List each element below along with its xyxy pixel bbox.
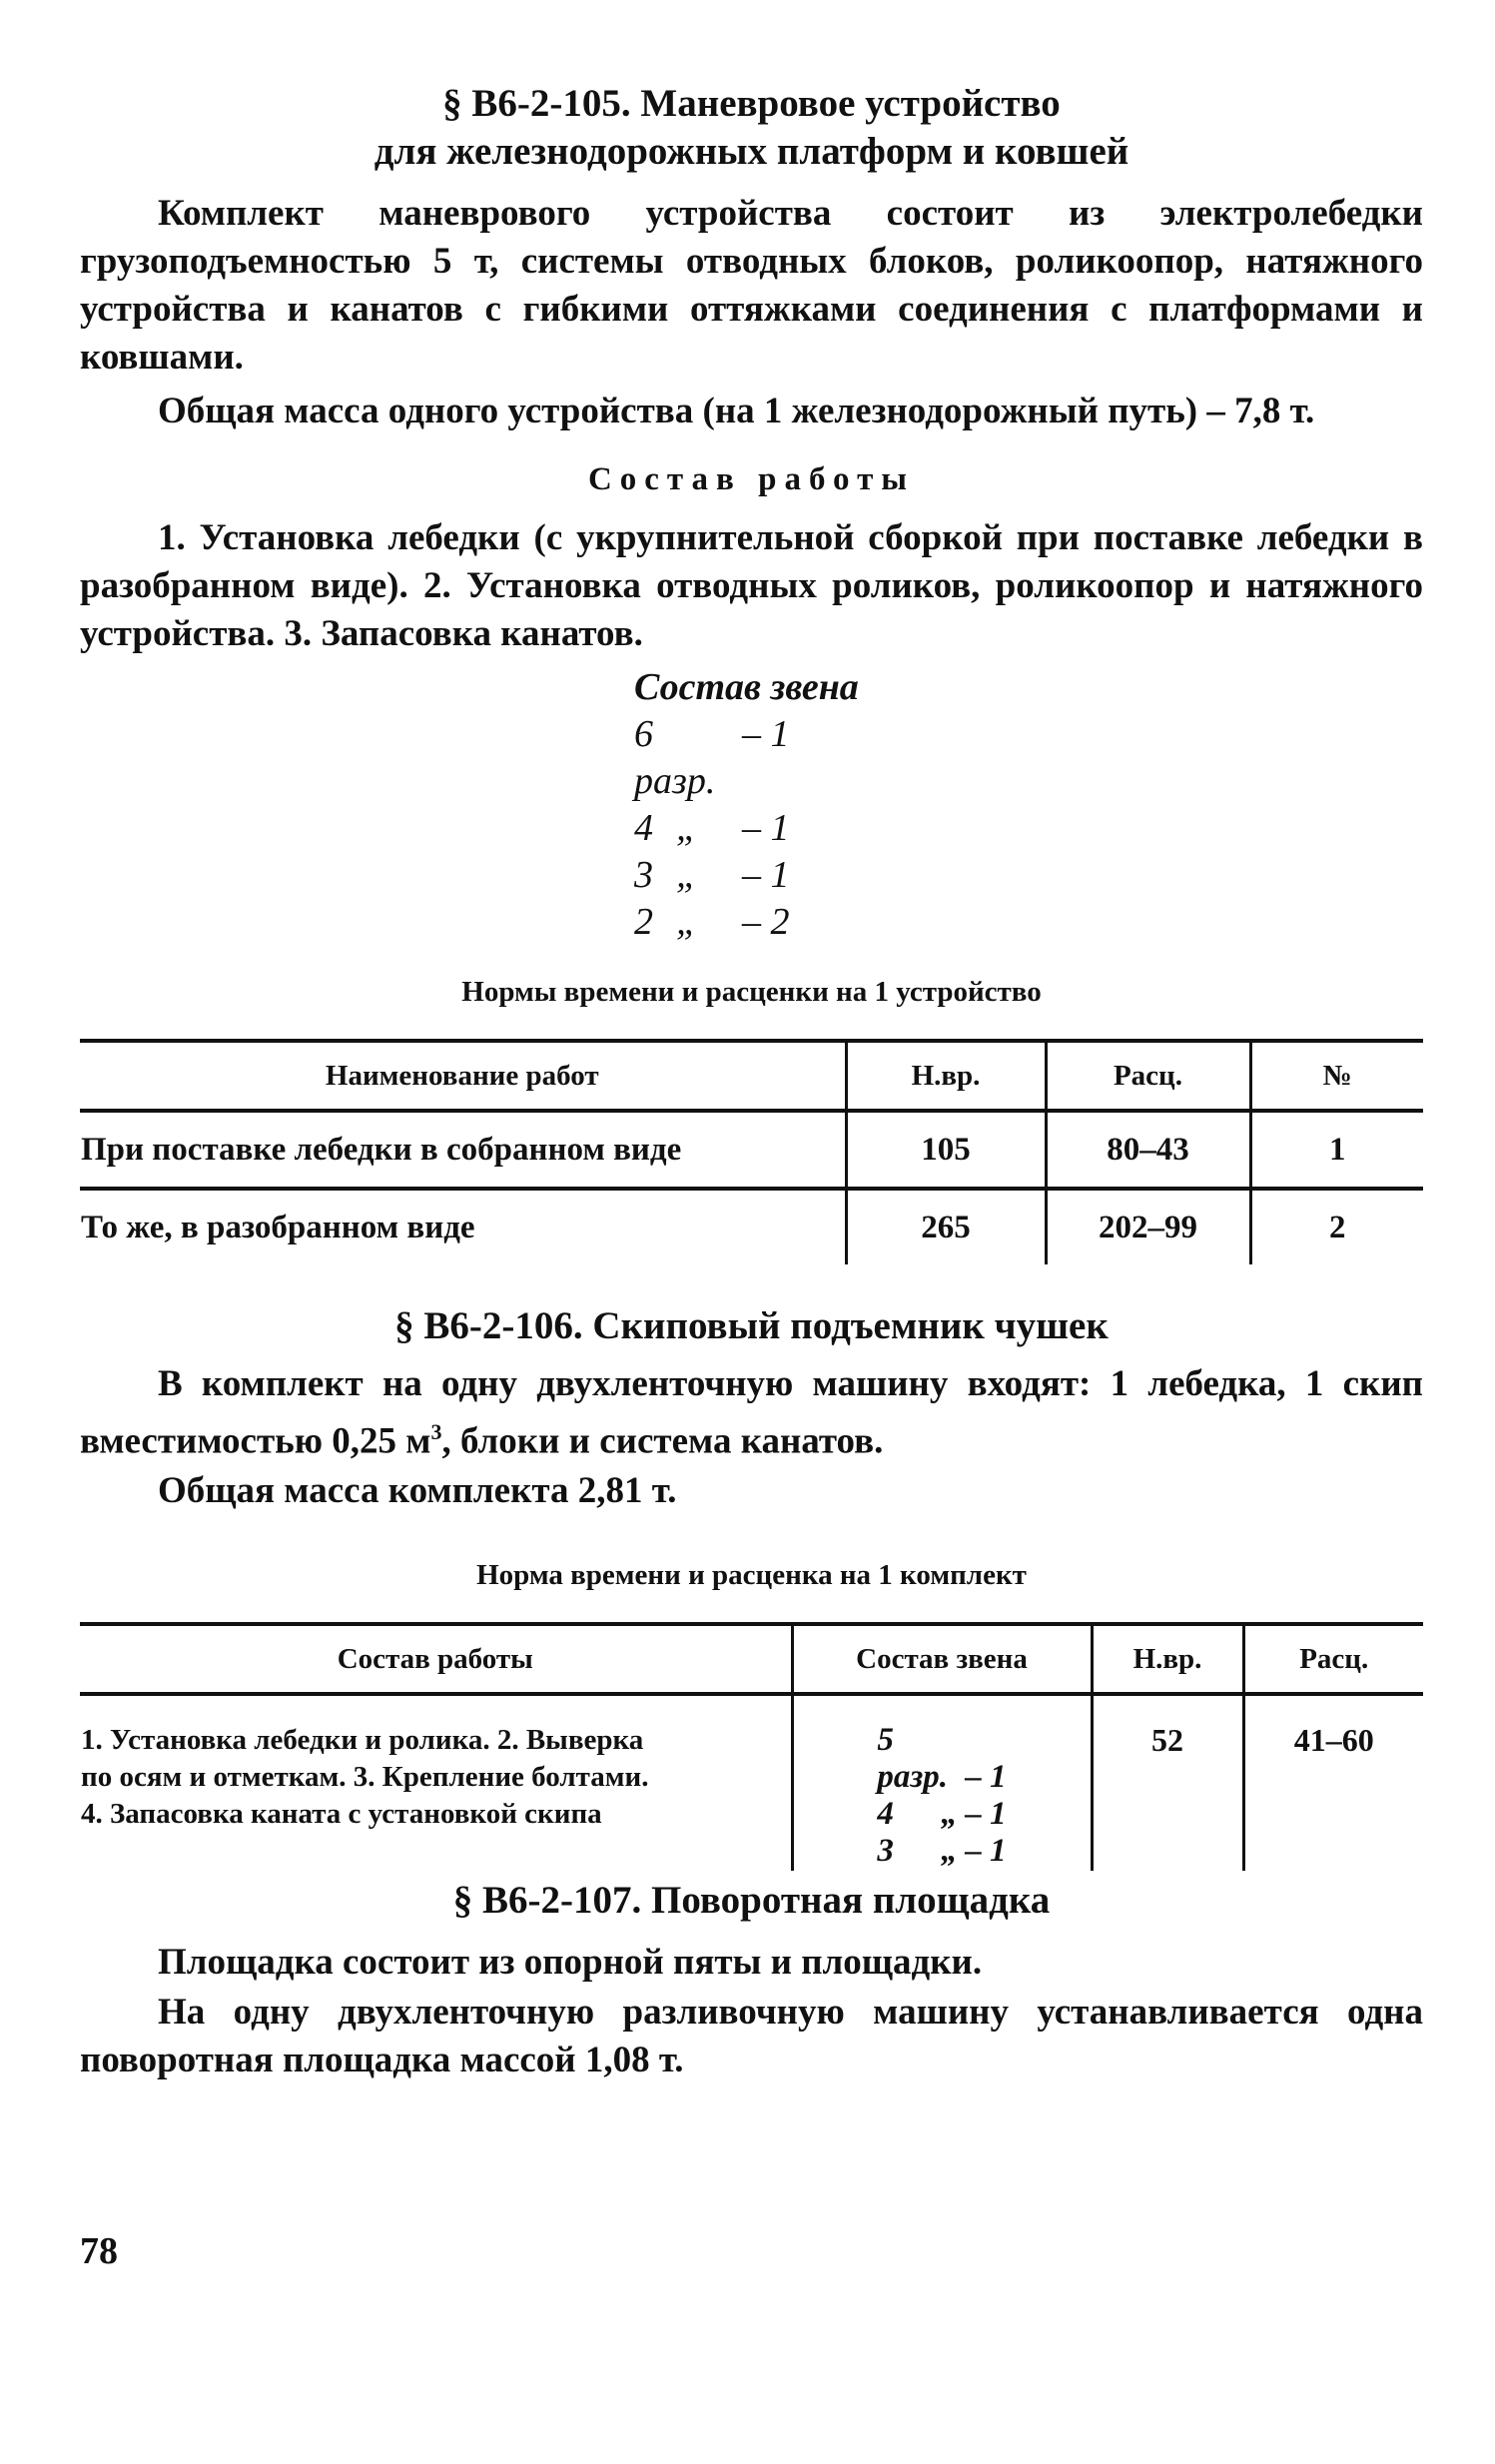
section-title-line-1: § В6-2-105. Маневровое устройство <box>442 82 1061 125</box>
crew-ditto-mark: „ <box>676 901 698 943</box>
header-rate: Расц. <box>1046 1041 1250 1111</box>
cubic-superscript: 3 <box>430 1419 442 1444</box>
work-line: по осям и отметкам. 3. Крепление болтами. <box>81 1761 649 1794</box>
paragraph-platform-parts: Площадка состоит из опорной пяты и площадки. <box>158 1942 983 1984</box>
crew-composition <box>634 664 884 946</box>
crew-grade: 5 разр. <box>877 1722 948 1796</box>
crew-ditto-mark: „ <box>676 807 698 849</box>
crew-row <box>634 711 884 805</box>
cell-work-name: При поставке лебедки в собранном виде <box>80 1111 846 1189</box>
header-rate: Расц. <box>1243 1624 1423 1694</box>
crew-line <box>795 1796 1090 1833</box>
kit-contents-text-end: , блоки и система канатов. <box>441 1420 884 1462</box>
crew-count: – 1 <box>742 854 790 896</box>
crew-count: – 1 <box>742 713 790 755</box>
crew-count: – 1 <box>965 1759 1007 1796</box>
paragraph-platform-mass: На одну двухленточную разливочную машину устанавливается одна поворотная площадка массой 1,08 т. <box>80 1992 1423 2081</box>
crew-grade: 2 <box>634 901 653 943</box>
crew-row <box>634 852 884 899</box>
paragraph-kit-mass: Общая масса комплекта 2,81 т. <box>158 1470 677 1512</box>
crew-row <box>634 805 884 852</box>
crew-ditto-mark: „ <box>941 1796 958 1833</box>
paragraph-total-mass: Общая масса одного устройства (на 1 железнодорожный путь) – 7,8 т. <box>158 391 1315 431</box>
table-row <box>80 1189 1423 1264</box>
crew-grade: 3 <box>877 1833 894 1870</box>
paragraph-kit-contents <box>80 1360 1423 1465</box>
work-line: 1. Установка лебедки и ролика. 2. Выверка <box>81 1724 644 1757</box>
crew-line <box>795 1722 1090 1796</box>
section-title-b6-2-105 <box>80 80 1423 176</box>
table-caption-norm: Норма времени и расценка на 1 комплект <box>476 1559 1027 1592</box>
paragraph-kit-description: Комплект маневрового устройства состоит из электролебедки грузоподъемностью 5 т, системы отводных блоков, роликоопор, натяжного устройства и канатов с гибкими оттяжками соединения с платформами и ковшами. <box>80 193 1423 378</box>
crew-count: – 1 <box>742 807 790 849</box>
section-title-b6-2-107: § В6-2-107. Поворотная площадка <box>452 1879 1051 1923</box>
header-work-composition: Состав работы <box>80 1624 792 1694</box>
crew-row <box>634 899 884 946</box>
header-time-norm: Н.вр. <box>1092 1624 1243 1694</box>
crew-ditto-mark: „ <box>941 1833 958 1870</box>
crew-ditto-mark: „ <box>676 854 698 896</box>
cell-rate: 80–43 <box>1046 1111 1250 1189</box>
work-composition-heading: Состав работы <box>587 461 916 497</box>
norms-table-b6-2-105 <box>80 1039 1423 1264</box>
cell-time-norm: 105 <box>846 1111 1046 1189</box>
kit-contents-text: В комплект на одну двухленточную машину входят: 1 лебедка, 1 скип вместимостью 0,25 м <box>80 1363 1423 1462</box>
table-header-row <box>80 1624 1423 1694</box>
cell-time-norm: 265 <box>846 1189 1046 1264</box>
table-caption-norms: Нормы времени и расценки на 1 устройство <box>461 976 1042 1008</box>
header-number: № <box>1250 1041 1423 1111</box>
table-row <box>80 1111 1423 1189</box>
cell-time-norm: 52 <box>1092 1694 1243 1871</box>
cell-rate: 202–99 <box>1046 1189 1250 1264</box>
crew-count: – 1 <box>965 1796 1007 1833</box>
crew-count: – 1 <box>965 1833 1007 1870</box>
crew-grade: 4 <box>634 807 653 849</box>
crew-line <box>795 1833 1090 1870</box>
cell-crew-composition <box>792 1694 1092 1871</box>
document-page <box>80 80 1423 2084</box>
work-composition-text: 1. Установка лебедки (с укрупнительной сборкой при поставке лебедки в разобранном виде). 2. Установка отводных роликов, роликоопор и натяжного устройства. 3. Запасовка канатов. <box>80 517 1423 654</box>
header-work-name: Наименование работ <box>80 1041 846 1111</box>
crew-grade: 4 <box>877 1796 894 1833</box>
header-time-norm: Н.вр. <box>846 1041 1046 1111</box>
cell-number: 1 <box>1250 1111 1423 1189</box>
crew-grade: 6 разр. <box>634 713 716 802</box>
work-line: 4. Запасовка каната с установкой скипа <box>81 1798 602 1831</box>
norms-table-b6-2-106 <box>80 1622 1423 1871</box>
cell-work-name: То же, в разобранном виде <box>81 1209 475 1245</box>
header-crew-composition: Состав звена <box>792 1624 1092 1694</box>
table-header-row <box>80 1041 1423 1111</box>
crew-count: – 2 <box>742 901 790 943</box>
section-title-line-2: для железнодорожных платформ и ковшей <box>374 130 1129 173</box>
page-number: 78 <box>80 2230 118 2272</box>
cell-rate: 41–60 <box>1243 1694 1423 1871</box>
crew-grade: 3 <box>634 854 653 896</box>
table-row <box>80 1694 1423 1871</box>
cell-number: 2 <box>1250 1189 1423 1264</box>
section-title-b6-2-106: § В6-2-106. Скиповый подъемник чушек <box>394 1304 1109 1347</box>
crew-heading: Состав звена <box>634 666 859 708</box>
cell-work-composition <box>80 1694 792 1871</box>
